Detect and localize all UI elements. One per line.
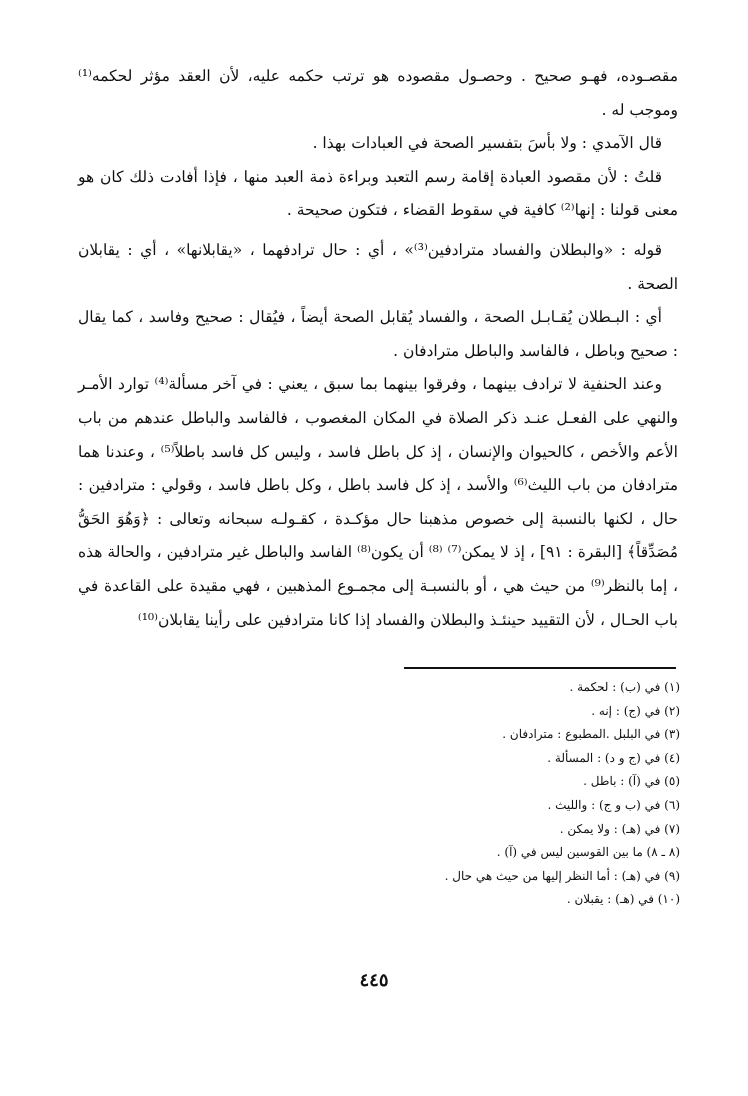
paragraph-2: قال الآمدي : ولا بأسَ بتفسير الصحة في العبادات بهذا . — [312, 134, 662, 153]
paragraph-1: مقصـوده، فهـو صحيح . وحصـول مقصوده هو ترتب حكمه عليه، لأن العقد مؤثر لحكمه⁽¹⁾ وموجب له . — [78, 67, 678, 119]
footnote-7: (٧) في (هـ) : ولا يمكن . — [559, 821, 680, 836]
footnotes — [260, 676, 680, 912]
footnote-2: (٢) في (ج) : إنه . — [591, 703, 680, 718]
paragraph-6: وعند الحنفية لا ترادف بينهما ، وفرقوا بينهما بما سبق ، يعني : في آخر مسألة⁽⁴⁾ توارد الأمـر والنهي على الفعـل عنـد ذكر الصلاة في المكان المغصوب ، فالفاسد والباطل عندهم من باب الأعم والأخص ، كالحيوان والإنسان ، إذ كل باطل فاسد ، وليس كل فاسد باطلاً⁽⁵⁾ ، وعندنا هما مترادفان من باب الليث⁽⁶⁾ والأسد ، إذ كل فاسد باطل ، وكل باطل فاسد ، وقولي : مترادفين : حال ، لكنها بالنسبة إلى خصوص مذهبنا حال مؤكـدة ، كقـولـه سبحانه وتعالى : ﴿وَهُوَ الحَقُّ مُصَدِّقاً﴾ [البقرة : ٩١] ، إذ لا يمكن⁽⁷⁾ ⁽⁸⁾ أن يكون⁽⁸⁾ الفاسد والباطل غير مترادفين ، والحالة هذه ، إما بالنظر⁽⁹⁾ من حيث هي ، أو بالنسبـة إلى مجمـوع المذهبين ، فهي مقيدة على القاعدة في باب الحـال ، لأن التقييد حينئـذ والبطلان والفساد إذا كانا مترادفين على رأينا يقابلان⁽¹⁰⁾ — [78, 375, 679, 629]
footnote-6: (٦) في (ب و ج) : والليث . — [547, 797, 680, 812]
footnote-10: (١٠) في (هـ) : يقبلان . — [566, 892, 680, 907]
page-number: ٤٤٥ — [359, 970, 389, 991]
footnote-9: (٩) في (هـ) : أما النظر إليها من حيث هي حال . — [444, 868, 680, 883]
footnote-divider — [404, 667, 676, 669]
footnote-5: (٥) في (آ) : باطل . — [583, 774, 680, 789]
paragraph-3: قلتُ : لأن مقصود العبادة إقامة رسم التعبد وبراءة ذمة العبد منها ، فإذا أفادت ذلك كان هو معنى قولنا : إنها⁽²⁾ كافية في سقوط القضاء ، فتكون صحيحة . — [78, 167, 678, 220]
footnote-1: (١) في (ب) : لحكمة . — [569, 680, 680, 694]
footnote-8: (٨ ـ ٨) ما بين القوسين ليس في (آ) . — [496, 845, 680, 860]
footnote-4: (٤) في (ج و د) : المسألة . — [547, 750, 680, 765]
paragraph-4: قوله : «والبطلان والفساد مترادفين⁽³⁾» ، أي : حال ترادفهما ، «يقابلانها» ، أي : يقابلان الصحة . — [78, 240, 678, 293]
main-text — [78, 60, 678, 637]
paragraph-5: أي : البـطلان يُقـابـل الصحة ، والفساد يُقابل الصحة أيضاً ، فيُقال : صحيح وفاسد ، كما يقال : صحيح وباطل ، فالفاسد والباطل مترادفان . — [78, 308, 678, 360]
footnote-3: (٣) في البلبل .المطبوع : مترادفان . — [502, 727, 680, 742]
